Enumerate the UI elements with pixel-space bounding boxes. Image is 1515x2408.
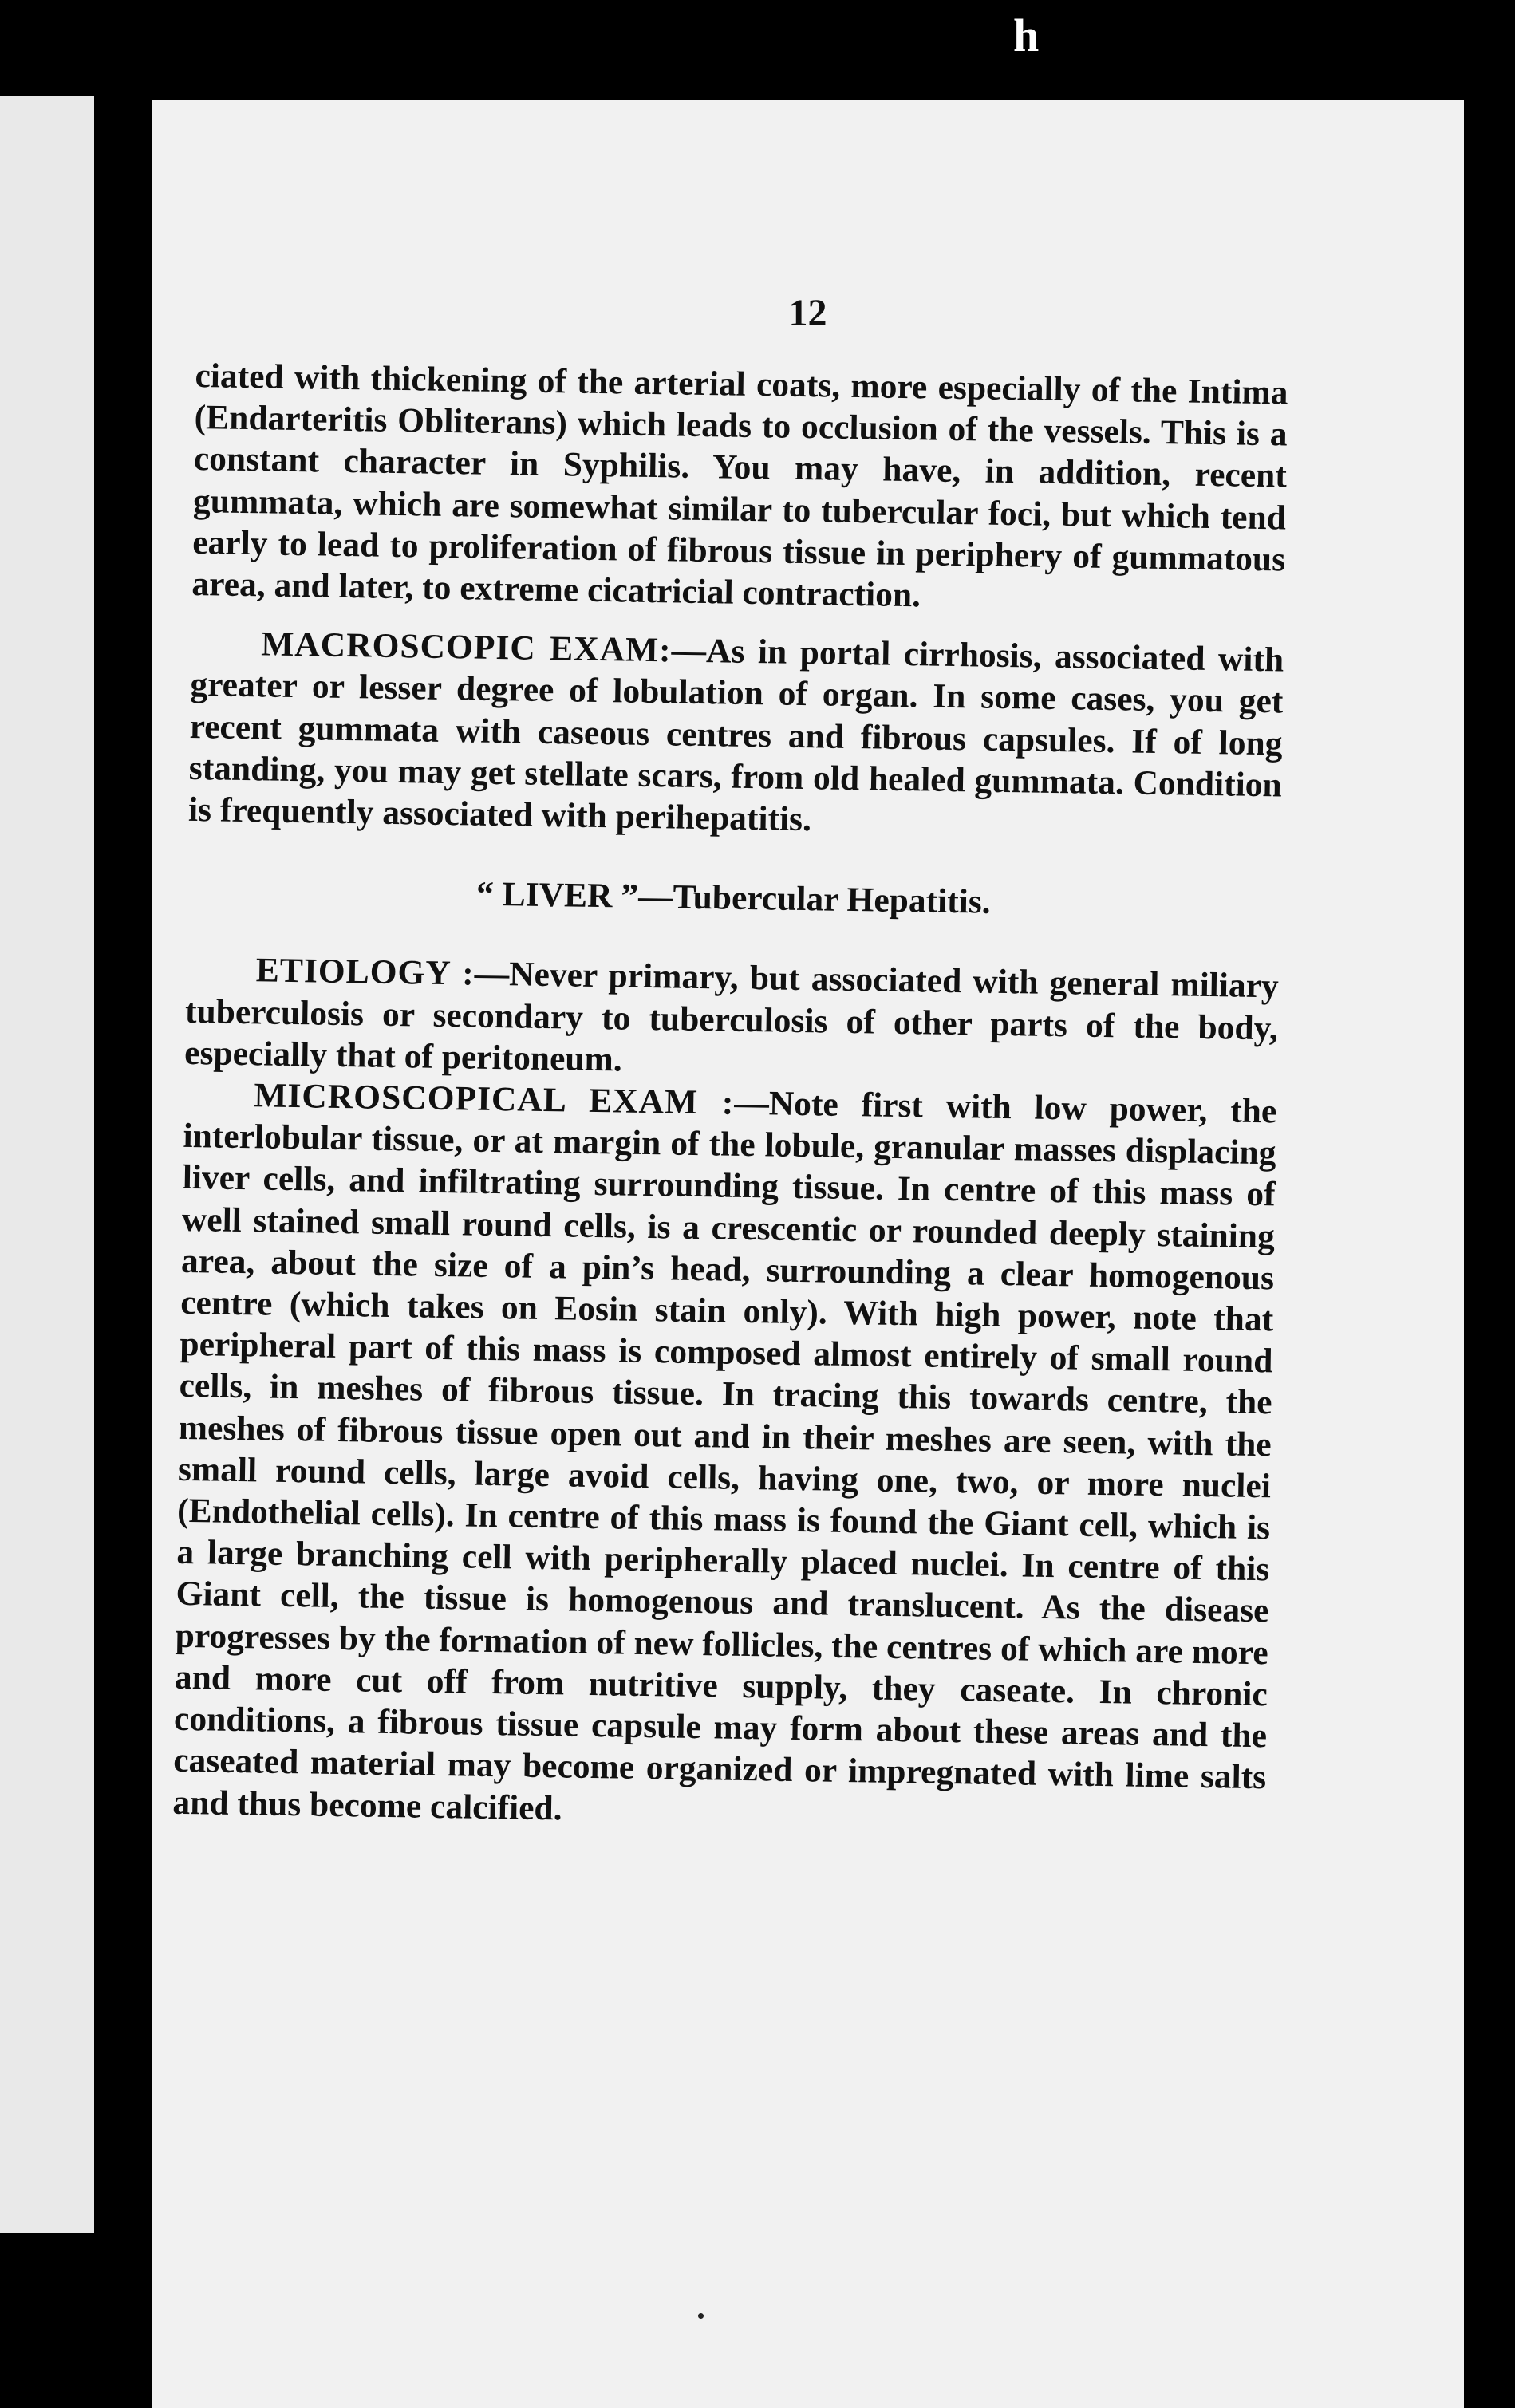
macroscopic-exam-body: —As in portal cirrhosis, associated with greater or lesser degree of lobulation of organ. In some cases, you get recent gummata with caseous centres and fibrous capsules. If of long standing, you may get stellate scars, from old healed gummata. Condition is frequently associated with perihepatitis. <box>187 631 1284 839</box>
paragraph-etiology <box>184 948 1279 1090</box>
page-number: 12 <box>788 292 827 334</box>
book-binding-gutter <box>94 80 152 2393</box>
paragraph-microscopical-exam <box>172 1074 1277 1840</box>
adjacent-page-edge <box>0 96 94 2233</box>
ink-speck <box>698 2313 704 2319</box>
microscopical-exam-heading: MICROSCOPICAL EXAM : <box>254 1076 735 1122</box>
paragraph-syphilis-continued: ciated with thickening of the arterial coats, more especially of the Intima (Endarteritis Obliterans) which leads to occlusion of the vessels. This is a constant character in Syphilis. You may have, in addition, recent gummata, which are somewhat similar to tubercular foci, but which tend early to lead to proliferation of fibrous tissue in periphery of gummatous area, and later, to extreme cicatricial contraction. <box>191 356 1288 615</box>
book-page <box>152 100 1464 2408</box>
section-title-tubercular-hepatitis: “ LIVER ”—Tubercular Hepatitis. <box>475 874 991 921</box>
etiology-heading: ETIOLOGY : <box>255 951 475 994</box>
paragraph-macroscopic-exam <box>188 622 1284 848</box>
page-text <box>172 355 1288 1840</box>
etiology-body: —Never primary, but associated with general miliary tuberculosis or secondary to tuberculosis of other parts of the body, especially that of peritoneum. <box>183 955 1280 1079</box>
macroscopic-exam-heading: MACROSCOPIC EXAM: <box>260 625 673 670</box>
microscopical-exam-body: —Note first with low power, the interlobular tissue, or at margin of the lobule, granular masses displacing liver cells, and infiltrating surrounding tissue. In centre of this mass of well stained small round cells, is a crescentic or rounded deeply staining area, about the size of a pin’s head, surrounding a clear homogenous centre (which takes on Eosin stain only). With high power, note that peripheral part of this mass is composed almost entirely of small round cells, in meshes of fibrous tissue. In tracing this towards centre, the meshes of fibrous tissue open out and in their meshes are seen, with the small round cells, large avoid cells, having one, two, or more nuclei (Endothelial cells). In centre of this mass is found the Giant cell, which is a large branching cell with peripherally placed nuclei. In centre of this Giant cell, the tissue is homogenous and translucent. As the disease progresses by the formation of new follicles, the centres of which are more and more cut off from nutritive supply, they caseate. In chronic conditions, a fibrous tissue capsule may form about these areas and the caseated material may become organized or impregnated with lime salts and thus become calcified. <box>172 1083 1277 1827</box>
corner-handwritten-mark: h <box>1013 10 1040 61</box>
